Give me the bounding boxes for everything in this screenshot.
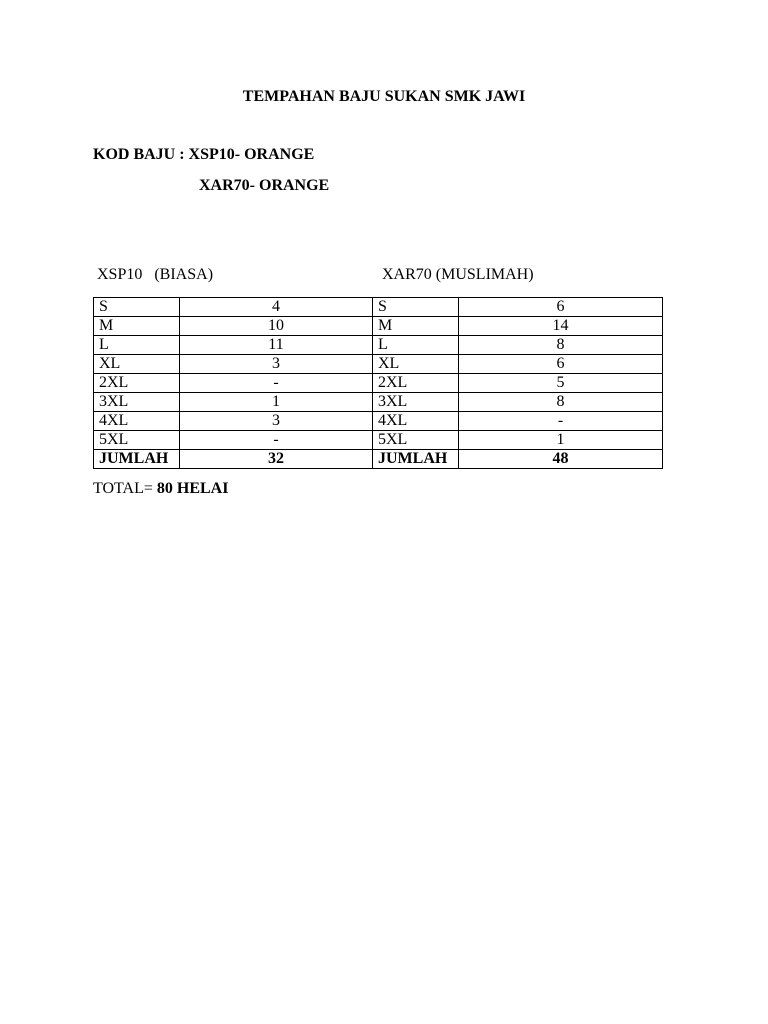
left-size-cell: 5XL (94, 431, 180, 450)
left-jumlah-value: 32 (180, 450, 373, 469)
document-title: TEMPAHAN BAJU SUKAN SMK JAWI (242, 88, 526, 105)
kod-baju-line-1: KOD BAJU : XSP10- ORANGE (93, 146, 315, 163)
right-jumlah-label: JUMLAH (373, 450, 459, 469)
right-jumlah-value: 48 (459, 450, 663, 469)
right-qty-cell: 6 (459, 298, 663, 317)
table-row (94, 374, 663, 393)
left-qty-cell: 3 (180, 412, 373, 431)
right-size-cell: 2XL (373, 374, 459, 393)
left-size-cell: M (94, 317, 180, 336)
grand-total-value: 80 HELAI (156, 480, 229, 497)
right-qty-cell: 6 (459, 355, 663, 374)
kod-baju-line-2: XAR70- ORANGE (199, 177, 330, 194)
left-size-cell: 2XL (94, 374, 180, 393)
table-row (94, 298, 663, 317)
left-size-cell: 4XL (94, 412, 180, 431)
right-qty-cell: 14 (459, 317, 663, 336)
right-qty-cell: 5 (459, 374, 663, 393)
left-qty-cell: - (180, 374, 373, 393)
right-size-cell: 5XL (373, 431, 459, 450)
table-label-xar70: XAR70 (MUSLIMAH) (382, 266, 534, 283)
table-row (94, 412, 663, 431)
right-size-cell: XL (373, 355, 459, 374)
table-row (94, 355, 663, 374)
table-row (94, 317, 663, 336)
left-size-cell: L (94, 336, 180, 355)
size-quantity-table (93, 297, 663, 469)
right-size-cell: 4XL (373, 412, 459, 431)
table-row (94, 336, 663, 355)
left-size-cell: XL (94, 355, 180, 374)
table-label-xsp10: XSP10 (BIASA) (97, 266, 214, 283)
left-size-cell: S (94, 298, 180, 317)
left-qty-cell: 11 (180, 336, 373, 355)
right-qty-cell: - (459, 412, 663, 431)
left-qty-cell: 3 (180, 355, 373, 374)
right-qty-cell: 8 (459, 336, 663, 355)
right-size-cell: 3XL (373, 393, 459, 412)
table-row (94, 431, 663, 450)
left-qty-cell: 4 (180, 298, 373, 317)
jumlah-row (94, 450, 663, 469)
right-size-cell: L (373, 336, 459, 355)
left-qty-cell: - (180, 431, 373, 450)
right-qty-cell: 1 (459, 431, 663, 450)
left-jumlah-label: JUMLAH (94, 450, 180, 469)
left-size-cell: 3XL (94, 393, 180, 412)
grand-total (93, 480, 228, 498)
left-qty-cell: 1 (180, 393, 373, 412)
right-size-cell: M (373, 317, 459, 336)
grand-total-prefix: TOTAL= (93, 480, 157, 497)
left-qty-cell: 10 (180, 317, 373, 336)
table-row (94, 393, 663, 412)
right-size-cell: S (373, 298, 459, 317)
right-qty-cell: 8 (459, 393, 663, 412)
